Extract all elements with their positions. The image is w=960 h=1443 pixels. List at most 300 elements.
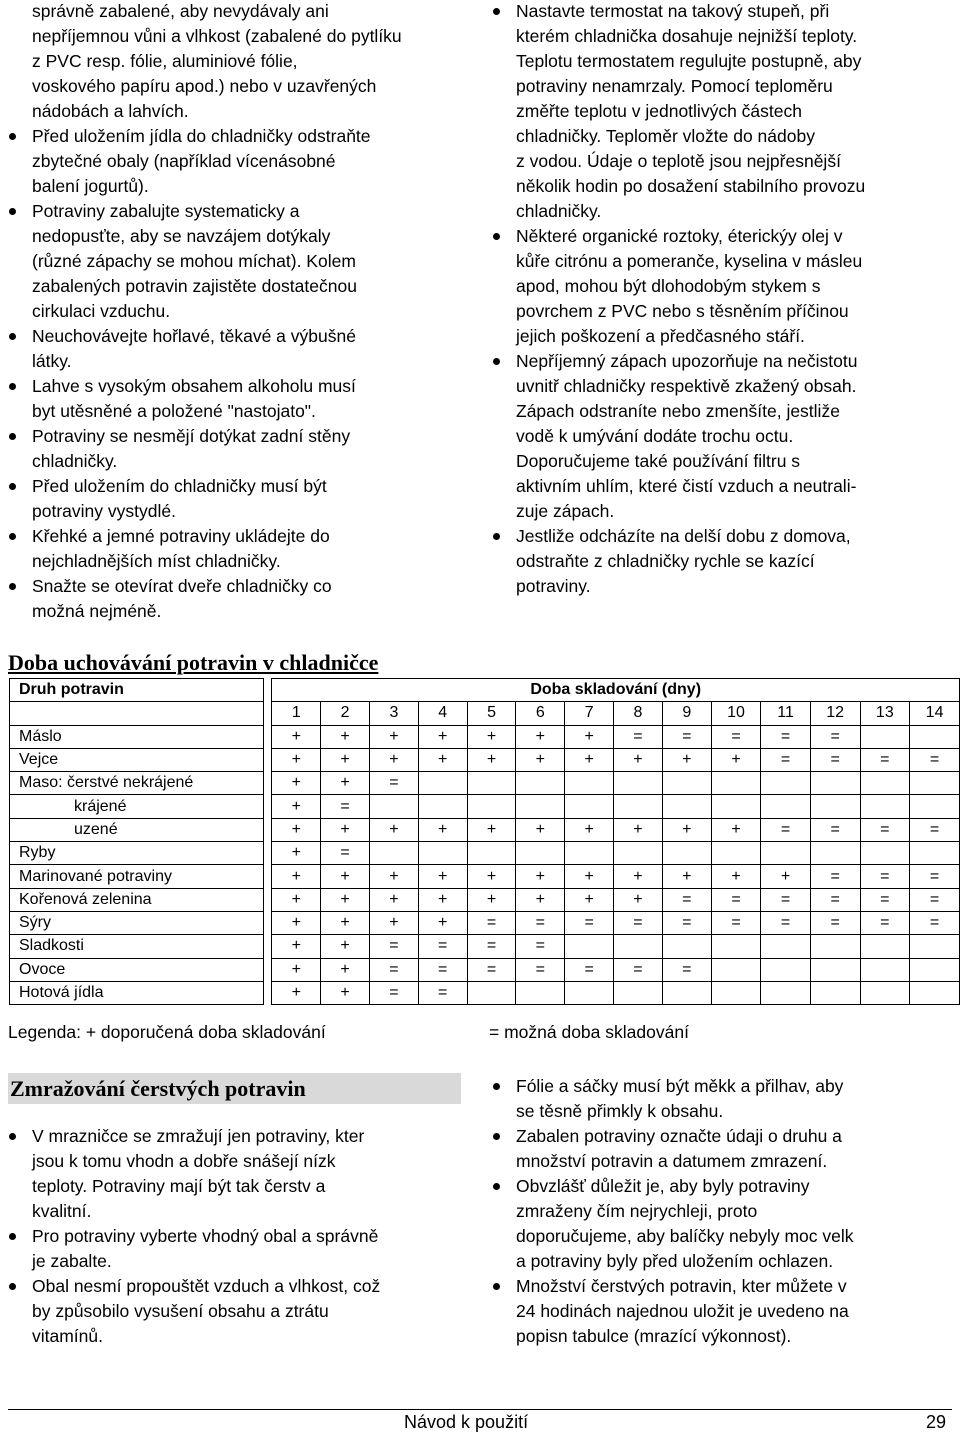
storage-mark: = <box>418 935 467 958</box>
storage-mark <box>614 842 663 865</box>
storage-mark <box>761 772 811 795</box>
storage-mark: = <box>565 911 614 934</box>
gap-cell <box>264 911 272 934</box>
storage-mark <box>860 795 910 818</box>
storage-mark: = <box>860 888 910 911</box>
storage-mark: + <box>711 818 761 841</box>
storage-mark <box>810 981 860 1004</box>
storage-mark: = <box>910 911 960 934</box>
bullet-line: Jestliže odcházíte na delší dobu z domova, <box>516 526 851 546</box>
storage-mark <box>711 958 761 981</box>
bullet-line: doporučujeme, aby balíčky nebyly moc velk <box>516 1226 854 1246</box>
bullet-line: zuje zápach. <box>516 501 615 521</box>
bullet-item <box>8 524 448 574</box>
storage-mark: = <box>910 818 960 841</box>
storage-mark: = <box>565 958 614 981</box>
food-name: Máslo <box>10 725 264 748</box>
storage-mark: = <box>662 958 711 981</box>
bullet-line: se těsně přimkly k obsahu. <box>516 1101 724 1121</box>
storage-mark <box>614 935 663 958</box>
storage-mark: + <box>418 748 467 771</box>
bullet-line: Teplotu termostatem regulujte postupně, aby <box>516 51 862 71</box>
bullet-item <box>8 1224 448 1274</box>
storage-mark: = <box>370 981 419 1004</box>
storage-mark: = <box>614 958 663 981</box>
storage-mark: = <box>810 865 860 888</box>
storage-mark: + <box>321 981 370 1004</box>
storage-mark: + <box>614 865 663 888</box>
storage-mark: = <box>418 981 467 1004</box>
storage-mark <box>761 935 811 958</box>
storage-mark <box>614 772 663 795</box>
table-row <box>10 772 960 795</box>
bullet-item <box>8 424 448 474</box>
continued-paragraph <box>32 0 448 124</box>
storage-mark <box>614 981 663 1004</box>
bullet-line: Obal nesmí propouštět vzduch a vlhkost, což <box>32 1276 381 1296</box>
storage-mark: + <box>467 725 516 748</box>
storage-mark: = <box>614 911 663 934</box>
storage-mark: = <box>516 911 565 934</box>
bullet-line: chladničky. Teploměr vložte do nádoby <box>516 126 815 146</box>
storage-mark <box>467 842 516 865</box>
storage-mark: + <box>321 818 370 841</box>
table-row <box>10 865 960 888</box>
storage-mark <box>662 935 711 958</box>
storage-mark: = <box>321 795 370 818</box>
storage-mark: + <box>711 865 761 888</box>
bullet-line: uvnitř chladničky respektivě zkažený obsah. <box>516 376 857 396</box>
bullet-line: kterém chladnička dosahuje nejnižší teploty. <box>516 26 858 46</box>
gap-cell <box>264 842 272 865</box>
storage-mark: = <box>614 725 663 748</box>
storage-mark <box>761 842 811 865</box>
storage-mark: = <box>370 772 419 795</box>
storage-mark: + <box>370 911 419 934</box>
bullet-item <box>492 0 952 224</box>
bullet-line: Zabalen potraviny označte údaji o druhu a <box>516 1126 842 1146</box>
bullet-line: Množství čerstvých potravin, kter můžete v <box>516 1276 847 1296</box>
legend-recommended: Legenda: + doporučená doba skladování <box>8 1022 326 1042</box>
storage-mark <box>711 842 761 865</box>
bullet-item <box>492 1074 952 1124</box>
storage-mark: + <box>418 865 467 888</box>
freezing-heading: Zmražování čerstvých potravin <box>8 1073 461 1104</box>
storage-mark: + <box>272 725 321 748</box>
storage-mark <box>662 772 711 795</box>
storage-mark: + <box>761 865 811 888</box>
food-name: uzené <box>10 818 264 841</box>
bullet-line: Nastavte termostat na takový stupeň, při <box>516 1 830 21</box>
storage-mark <box>467 795 516 818</box>
storage-mark: + <box>614 748 663 771</box>
bullet-item <box>8 1124 448 1224</box>
storage-mark: + <box>370 865 419 888</box>
storage-mark: + <box>321 958 370 981</box>
bullet-line: nedopusťte, aby se navzájem dotýkaly <box>32 226 331 246</box>
storage-mark <box>711 795 761 818</box>
storage-mark <box>565 842 614 865</box>
gap-cell <box>264 772 272 795</box>
storage-mark: + <box>516 748 565 771</box>
table-row <box>10 818 960 841</box>
storage-mark: + <box>272 748 321 771</box>
gap-cell <box>264 748 272 771</box>
bullet-line: odstraňte z chladničky rychle se kazící <box>516 551 815 571</box>
bullet-item <box>492 1124 952 1174</box>
storage-mark: + <box>516 888 565 911</box>
gap-cell <box>264 888 272 911</box>
storage-mark <box>860 725 910 748</box>
day-number: 9 <box>662 702 711 725</box>
freezing-left-column <box>8 1124 448 1349</box>
storage-mark <box>565 795 614 818</box>
bullet-line: Některé organické roztoky, éterickýy olej v <box>516 226 843 246</box>
bullet-line: teploty. Potraviny mají být tak čerstv a <box>32 1176 326 1196</box>
bullet-line: Křehké a jemné potraviny ukládejte do <box>32 526 330 546</box>
storage-mark: = <box>370 958 419 981</box>
storage-mark: + <box>565 748 614 771</box>
bullet-line: (různé zápachy se mohou míchat). Kolem <box>32 251 356 271</box>
storage-mark: = <box>810 818 860 841</box>
bullet-line: cirkulaci vzduchu. <box>32 301 171 321</box>
bullet-item <box>8 124 448 199</box>
storage-mark: + <box>662 818 711 841</box>
bullet-line: Fólie a sáčky musí být měkk a přilhav, aby <box>516 1076 844 1096</box>
bullet-line: jejich poškození a předčasného stáří. <box>516 326 805 346</box>
bullet-line: kůře citrónu a pomeranče, kyselina v másleu <box>516 251 863 271</box>
storage-mark <box>860 935 910 958</box>
storage-mark: = <box>467 911 516 934</box>
storage-mark: + <box>272 888 321 911</box>
paragraph-line: z PVC resp. fólie, aluminiové fólie, <box>32 51 298 71</box>
table-row <box>10 725 960 748</box>
day-number: 4 <box>418 702 467 725</box>
bullet-line: Pro potraviny vyberte vhodný obal a správně <box>32 1226 379 1246</box>
column-header-food: Druh potravin <box>10 679 264 702</box>
top-right-column <box>492 0 952 599</box>
storage-mark <box>910 958 960 981</box>
storage-mark: + <box>321 772 370 795</box>
top-left-column <box>8 0 448 624</box>
storage-mark <box>910 772 960 795</box>
storage-mark: = <box>860 865 910 888</box>
table-header-row <box>10 679 960 702</box>
table-day-row <box>10 702 960 725</box>
footer-divider <box>8 1409 952 1410</box>
day-number: 1 <box>272 702 321 725</box>
storage-mark <box>761 958 811 981</box>
bullet-line: možná nejméně. <box>32 601 162 621</box>
storage-mark: + <box>321 725 370 748</box>
legend-possible: = možná doba skladování <box>489 1022 689 1042</box>
storage-mark <box>418 842 467 865</box>
storage-mark: + <box>272 818 321 841</box>
storage-mark <box>662 842 711 865</box>
day-number: 10 <box>711 702 761 725</box>
storage-mark <box>860 772 910 795</box>
bullet-line: byt utěsněné a položené "nastojato". <box>32 401 316 421</box>
food-name: Vejce <box>10 748 264 771</box>
bullet-line: Potraviny se nesmějí dotýkat zadní stěny <box>32 426 351 446</box>
storage-mark: + <box>467 748 516 771</box>
paragraph-line: nádobách a lahvích. <box>32 101 189 121</box>
table-row <box>10 958 960 981</box>
storage-mark <box>810 795 860 818</box>
storage-mark: + <box>272 842 321 865</box>
bullet-line: apod, mohou být dlohodobým stykem s <box>516 276 821 296</box>
storage-mark <box>565 981 614 1004</box>
storage-mark: = <box>467 958 516 981</box>
storage-mark: = <box>761 888 811 911</box>
bullet-line: Nepříjemný zápach upozorňuje na nečistotu <box>516 351 858 371</box>
bullet-line: zbytečné obaly (například vícenásobné <box>32 151 336 171</box>
day-number: 11 <box>761 702 811 725</box>
storage-mark <box>910 795 960 818</box>
storage-tips-list <box>8 124 448 624</box>
storage-mark: + <box>516 725 565 748</box>
freezing-right-column <box>492 1074 952 1349</box>
storage-mark: = <box>662 725 711 748</box>
table-row <box>10 888 960 911</box>
food-name: Kořenová zelenina <box>10 888 264 911</box>
storage-mark: = <box>860 911 910 934</box>
storage-mark <box>662 981 711 1004</box>
storage-mark <box>810 958 860 981</box>
storage-mark: + <box>272 958 321 981</box>
storage-mark <box>662 795 711 818</box>
bullet-item <box>492 1274 952 1349</box>
day-number: 3 <box>370 702 419 725</box>
storage-mark: + <box>321 911 370 934</box>
storage-mark: + <box>370 748 419 771</box>
storage-mark: + <box>467 818 516 841</box>
storage-mark: + <box>662 748 711 771</box>
bullet-line: chladničky. <box>516 201 602 221</box>
storage-mark: + <box>321 865 370 888</box>
bullet-line: množství potravin a datumem zmrazení. <box>516 1151 828 1171</box>
bullet-item <box>492 524 952 599</box>
freezing-tips-right <box>492 1074 952 1349</box>
storage-mark <box>860 981 910 1004</box>
day-number: 14 <box>910 702 960 725</box>
food-name: Ryby <box>10 842 264 865</box>
storage-mark: + <box>272 935 321 958</box>
storage-mark: + <box>418 818 467 841</box>
bullet-line: z vodou. Údaje o teplotě jsou nejpřesnější <box>516 151 841 171</box>
storage-mark <box>516 842 565 865</box>
bullet-item <box>8 199 448 324</box>
storage-mark <box>467 981 516 1004</box>
storage-mark: = <box>711 911 761 934</box>
storage-mark: = <box>810 725 860 748</box>
day-number: 8 <box>614 702 663 725</box>
gap-cell <box>264 818 272 841</box>
bullet-line: V mrazničce se zmražují jen potraviny, kter <box>32 1126 365 1146</box>
storage-mark: = <box>910 865 960 888</box>
storage-mark: = <box>516 958 565 981</box>
bullet-line: zmraženy čím nejrychleji, proto <box>516 1201 758 1221</box>
bullet-line: Snažte se otevírat dveře chladničky co <box>32 576 332 596</box>
storage-mark: + <box>321 935 370 958</box>
bullet-line: popisn tabulce (mrazící výkonnost). <box>516 1326 792 1346</box>
storage-mark: + <box>272 795 321 818</box>
storage-mark: + <box>418 888 467 911</box>
table-row <box>10 935 960 958</box>
storage-mark: = <box>370 935 419 958</box>
food-name: Sýry <box>10 911 264 934</box>
storage-mark: + <box>370 725 419 748</box>
gap-cell <box>264 795 272 818</box>
bullet-line: jsou k tomu vhodn a dobře snášejí nízk <box>32 1151 336 1171</box>
storage-mark <box>810 772 860 795</box>
temperature-tips-list <box>492 0 952 599</box>
storage-mark: = <box>711 888 761 911</box>
food-name: Maso: čerstvé nekrájené <box>10 772 264 795</box>
storage-duration-table <box>9 678 960 1005</box>
paragraph-line: nepříjemnou vůni a vlhkost (zabalené do pytlíku <box>32 26 402 46</box>
bullet-line: by způsobilo vysušení obsahu a ztrátu <box>32 1301 329 1321</box>
storage-mark <box>614 795 663 818</box>
storage-mark: + <box>565 865 614 888</box>
bullet-line: Před uložením jídla do chladničky odstraňte <box>32 126 371 146</box>
bullet-line: potraviny nenamrzaly. Pomocí teploměru <box>516 76 833 96</box>
storage-mark <box>910 725 960 748</box>
storage-mark: + <box>467 865 516 888</box>
bullet-line: nejchladnějších míst chladničky. <box>32 551 281 571</box>
storage-mark: = <box>761 911 811 934</box>
table-row <box>10 795 960 818</box>
storage-table-heading: Doba uchovávání potravin v chladničce <box>8 650 379 675</box>
storage-mark <box>516 981 565 1004</box>
bullet-line: aktivním uhlím, které čistí vzduch a neutrali- <box>516 476 857 496</box>
storage-mark <box>711 935 761 958</box>
bullet-item <box>8 374 448 424</box>
bullet-item <box>8 474 448 524</box>
bullet-line: je zabalte. <box>32 1251 112 1271</box>
table-row <box>10 748 960 771</box>
table-row <box>10 981 960 1004</box>
page-number: 29 <box>926 1412 947 1432</box>
table-row <box>10 842 960 865</box>
storage-mark <box>418 772 467 795</box>
storage-mark: + <box>370 888 419 911</box>
storage-mark <box>370 795 419 818</box>
storage-mark: + <box>565 888 614 911</box>
storage-mark <box>711 772 761 795</box>
gap-cell <box>264 958 272 981</box>
empty-header-cell <box>10 702 264 725</box>
day-number: 2 <box>321 702 370 725</box>
bullet-line: vodě k umývání dodáte trochu octu. <box>516 426 794 446</box>
storage-mark: + <box>565 725 614 748</box>
storage-mark: + <box>614 818 663 841</box>
storage-mark <box>418 795 467 818</box>
bullet-line: změřte teplotu v jednotlivých částech <box>516 101 802 121</box>
bullet-line: Neuchovávejte hořlavé, těkavé a výbušné <box>32 326 356 346</box>
storage-mark <box>761 795 811 818</box>
storage-mark <box>516 795 565 818</box>
storage-mark <box>516 772 565 795</box>
storage-mark: + <box>565 818 614 841</box>
bullet-line: a potraviny byly před uložením ochlazen. <box>516 1251 834 1271</box>
table-row <box>10 911 960 934</box>
day-number: 12 <box>810 702 860 725</box>
bullet-line: Doporučujeme také používání filtru s <box>516 451 801 471</box>
food-name: Ovoce <box>10 958 264 981</box>
storage-mark: = <box>810 888 860 911</box>
bullet-line: vitamínů. <box>32 1326 103 1346</box>
storage-mark <box>860 958 910 981</box>
storage-mark <box>761 981 811 1004</box>
storage-mark: + <box>418 911 467 934</box>
bullet-line: chladničky. <box>32 451 118 471</box>
storage-mark: + <box>272 911 321 934</box>
storage-mark: + <box>467 888 516 911</box>
storage-mark: = <box>761 725 811 748</box>
storage-mark <box>565 772 614 795</box>
storage-mark: = <box>711 725 761 748</box>
storage-mark: + <box>321 888 370 911</box>
day-number: 6 <box>516 702 565 725</box>
storage-mark <box>565 935 614 958</box>
paragraph-line: správně zabalené, aby nevydávaly ani <box>32 1 329 21</box>
storage-mark: = <box>321 842 370 865</box>
food-name: Hotová jídla <box>10 981 264 1004</box>
storage-mark: = <box>860 748 910 771</box>
bullet-line: Obvzlášť důležit je, aby byly potraviny <box>516 1176 810 1196</box>
storage-mark <box>467 772 516 795</box>
gap-cell <box>264 981 272 1004</box>
storage-mark <box>370 842 419 865</box>
bullet-line: 24 hodinách najednou uložit je uvedeno na <box>516 1301 849 1321</box>
storage-mark <box>910 935 960 958</box>
storage-mark <box>910 842 960 865</box>
storage-mark: + <box>272 981 321 1004</box>
freezing-tips-left <box>8 1124 448 1349</box>
bullet-line: povrchem z PVC nebo s těsněním příčinou <box>516 301 849 321</box>
storage-mark: + <box>516 818 565 841</box>
storage-mark: = <box>761 818 811 841</box>
storage-mark <box>860 842 910 865</box>
storage-mark: + <box>662 865 711 888</box>
storage-mark: = <box>662 888 711 911</box>
storage-mark: + <box>614 888 663 911</box>
food-name: Sladkosti <box>10 935 264 958</box>
food-name: Marinované potraviny <box>10 865 264 888</box>
gap-cell <box>264 725 272 748</box>
gap-cell <box>264 679 272 702</box>
storage-mark: + <box>516 865 565 888</box>
storage-mark: + <box>418 725 467 748</box>
storage-mark: = <box>418 958 467 981</box>
bullet-item <box>492 1174 952 1274</box>
bullet-item <box>8 324 448 374</box>
bullet-item <box>492 224 952 349</box>
storage-mark: = <box>516 935 565 958</box>
storage-mark <box>711 981 761 1004</box>
paragraph-line: voskového papíru apod.) nebo v uzavřených <box>32 76 377 96</box>
bullet-line: zabalených potravin zajistěte dostatečnou <box>32 276 357 296</box>
bullet-line: několik hodin po dosažení stabilního provozu <box>516 176 866 196</box>
storage-mark: = <box>810 748 860 771</box>
storage-mark: + <box>272 865 321 888</box>
storage-mark <box>810 935 860 958</box>
storage-mark: + <box>321 748 370 771</box>
bullet-item <box>8 574 448 624</box>
day-number: 5 <box>467 702 516 725</box>
column-header-days: Doba skladování (dny) <box>272 679 960 702</box>
